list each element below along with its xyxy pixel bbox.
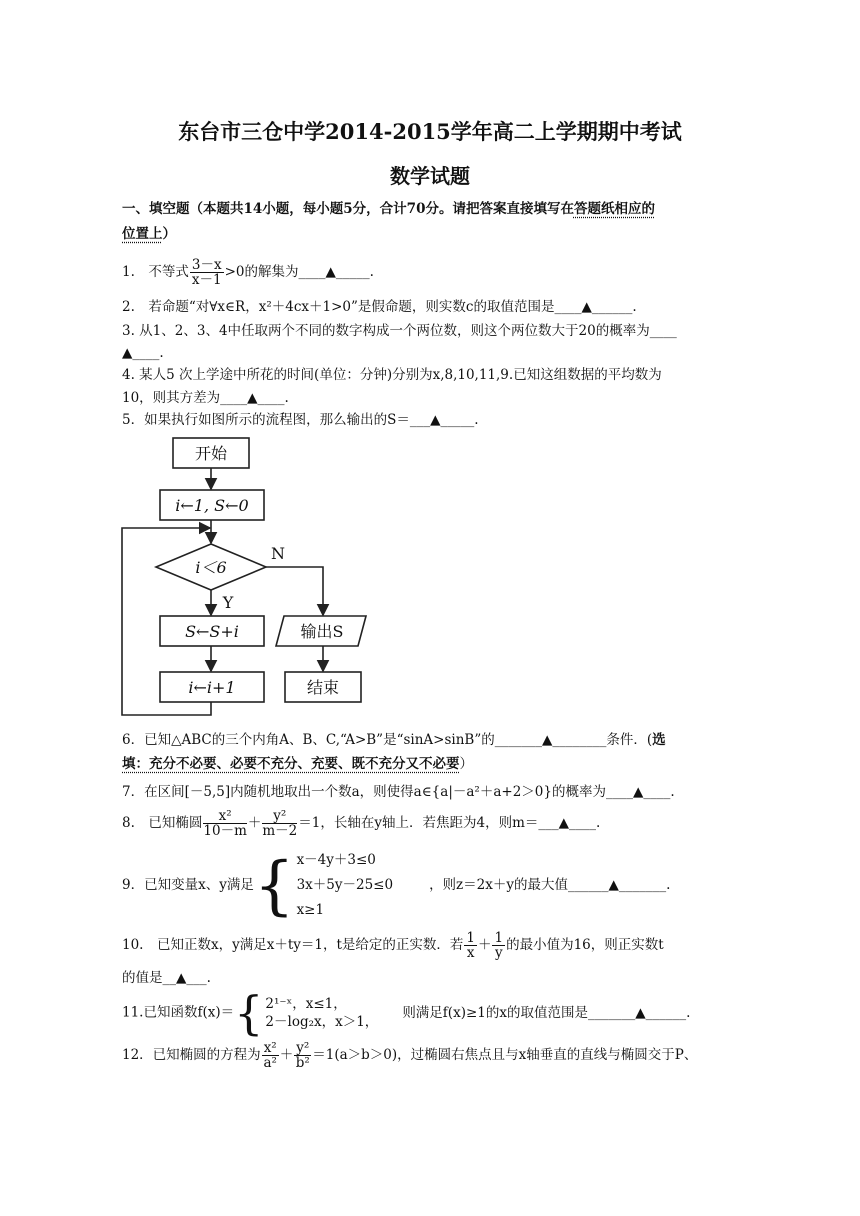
q10-denominator-1: x	[466, 945, 475, 961]
q9-system	[297, 848, 394, 923]
q8-numerator-1: x²	[203, 809, 246, 824]
q12-text-b: ＝1(a＞b＞0)，过椭圆右焦点且与x轴垂直的直线与椭圆交于P、	[312, 1047, 698, 1063]
question-4-line1: 4. 某人5 次上学途中所花的时间(单位：分钟)分别为x,8,10,11,9.已知这组数据的平均数为	[122, 367, 662, 383]
q8-fraction-1	[203, 809, 246, 838]
question-1	[122, 256, 374, 288]
q8-denominator-2: m－2	[262, 823, 298, 839]
q8-text-b: ＝1，长轴在y轴上．若焦距为4，则m＝___▲____.	[298, 815, 601, 831]
q8-text-a: 8. 已知椭圆	[122, 815, 203, 831]
q1-text-b: >0的解集为____▲_____.	[224, 264, 374, 280]
question-12	[122, 1038, 697, 1072]
section-heading-part-d: ）	[162, 226, 176, 242]
section-heading-line2	[122, 224, 176, 244]
flow-init-label: i←1, S←0	[175, 496, 249, 515]
flow-output-label: 输出S	[300, 622, 344, 641]
q11-text-b: 则满足f(x)≥1的x的取值范围是_______▲______.	[402, 1004, 691, 1021]
flow-condition-label: i＜6	[195, 558, 227, 577]
q10-fraction-1	[464, 931, 477, 960]
question-7: 7．在区间[－5,5]内随机地取出一个数a，则使得a∈{a|－a²＋a+2＞0}的概率为____▲____.	[122, 784, 675, 800]
q11-brace: {	[234, 986, 264, 1040]
q1-text-a: 1. 不等式	[122, 264, 189, 280]
question-10-line1	[122, 928, 664, 962]
q10-text-a: 10. 已知正数x，y满足x＋ty＝1，t是给定的正实数．若	[122, 937, 464, 953]
section-heading-part-c: 位置上	[122, 226, 163, 242]
question-3-line2: ▲____.	[122, 345, 164, 361]
flow-yes-label: Y	[222, 593, 234, 612]
q9-brace: {	[253, 848, 295, 923]
page-subtitle: 数学试题	[390, 164, 470, 188]
question-6-line1	[122, 730, 666, 750]
q9-text-a: 9．已知变量x、y满足	[122, 877, 254, 893]
q11-case-1: 2¹⁻ˣ，x≤1，	[265, 996, 347, 1012]
question-8	[122, 806, 600, 840]
q10-numerator-2: 1	[494, 930, 504, 946]
flow-step2-label: i←i+1	[188, 678, 236, 697]
question-2: 2. 若命题“对∀x∈R，x²＋4cx＋1>0”是假命题，则实数c的取值范围是____▲______.	[122, 299, 637, 315]
q10-fraction-2	[492, 931, 505, 960]
q6-text-b: 选	[652, 732, 666, 748]
q12-denominator-1: a²	[263, 1055, 277, 1071]
q1-fraction	[190, 258, 224, 287]
q12-text-a: 12．已知椭圆的方程为	[122, 1047, 261, 1063]
q12-fraction-1	[262, 1041, 279, 1070]
q1-numerator: 3－x	[191, 257, 222, 273]
q12-numerator-1: x²	[263, 1040, 277, 1056]
question-5: 5．如果执行如图所示的流程图，那么输出的S＝___▲_____.	[122, 412, 479, 428]
question-9	[122, 846, 670, 924]
q8-fraction-2	[262, 809, 297, 838]
q6-options: 填：充分不必要、必要不充分、充要、既不充分又不必要	[122, 756, 460, 772]
q10-denominator-2: y	[494, 945, 503, 961]
q9-text-b: ，则z＝2x＋y的最大值______▲_______.	[429, 877, 671, 893]
q11-piecewise	[265, 995, 378, 1031]
q10-plus: ＋	[477, 937, 492, 953]
section-heading	[122, 199, 655, 219]
section-heading-part-a: 一、填空题（本题共14小题，每小题5分，合计70分。请把答案直接填写在	[122, 201, 574, 217]
q1-denominator: x－1	[191, 272, 222, 288]
q11-case-2: 2－log₂x，x＞1，	[265, 1014, 379, 1030]
section-heading-part-b: 答题纸相应的	[573, 201, 655, 217]
q8-denominator-1: 10－m	[203, 823, 247, 839]
q8-numerator-2: y²	[262, 809, 297, 824]
question-3-line1: 3. 从1、2、3、4中任取两个不同的数字构成一个两位数，则这个两位数大于20的概率为____	[122, 323, 677, 339]
question-10-line2: 的值是__▲___.	[122, 970, 211, 986]
flow-step1-label: S←S+i	[185, 622, 239, 641]
q6-text-a: 6．已知△ABC的三个内角A、B、C,“A>B”是“sinA>sinB”的_______▲________条件．(	[122, 732, 653, 748]
flowchart	[118, 432, 378, 722]
q10-numerator-1: 1	[466, 930, 475, 946]
q12-numerator-2: y²	[296, 1040, 310, 1056]
q9-constraint-1: x－4y＋3≤0	[296, 852, 376, 868]
q10-text-b: 的最小值为16，则正实数t	[506, 937, 664, 953]
page-title: 东台市三仓中学2014-2015学年高二上学期期中考试	[178, 119, 682, 144]
q9-constraint-3: x≥1	[296, 902, 325, 918]
q12-plus: ＋	[279, 1047, 294, 1063]
question-4-line2: 10，则其方差为____▲____.	[122, 390, 289, 406]
q6-close: ）	[459, 756, 473, 772]
flow-end-label: 结束	[306, 678, 340, 697]
q12-denominator-2: b²	[295, 1055, 310, 1071]
q12-fraction-2	[294, 1041, 311, 1070]
q8-plus: ＋	[247, 815, 262, 831]
flow-start-label: 开始	[194, 444, 228, 463]
q11-text-a: 11.已知函数f(x)＝	[122, 1004, 235, 1021]
question-6-line2	[122, 754, 473, 774]
q9-constraint-2: 3x＋5y－25≤0	[296, 877, 394, 893]
flow-no-label: N	[271, 544, 285, 563]
question-11	[122, 986, 691, 1040]
